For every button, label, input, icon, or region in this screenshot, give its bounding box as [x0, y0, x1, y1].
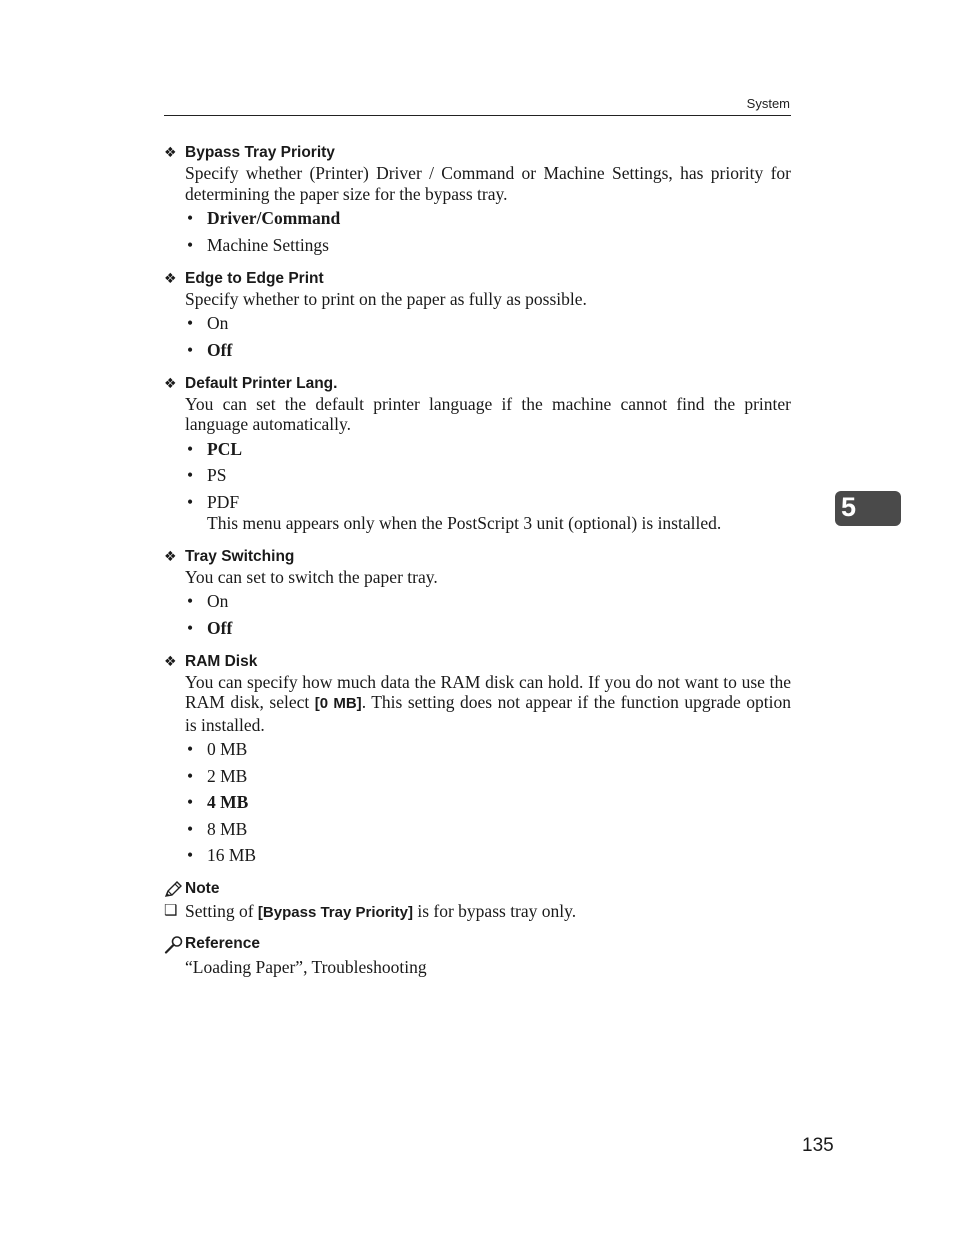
section-title: Tray Switching: [185, 547, 295, 565]
option-item: [185, 208, 791, 228]
bullet-icon: •: [187, 313, 194, 333]
bullet-icon: •: [187, 465, 194, 485]
option-label: On: [207, 313, 229, 333]
bullet-icon: •: [187, 591, 194, 611]
magnifier-icon: [164, 935, 185, 953]
option-item: [185, 845, 791, 865]
description-text: . This setting does not appear if the function upgrade option is installed.: [185, 692, 791, 735]
option-item: [185, 465, 791, 485]
option-list: [185, 591, 791, 638]
section-title: Default Printer Lang.: [185, 374, 338, 392]
description-text: You can specify how much data the RAM disk can hold. If you do not want to use the RAM disk, select: [185, 671, 791, 712]
setting-edge-to-edge-print: [164, 268, 791, 360]
setting-default-printer-lang: [164, 373, 791, 533]
diamond-bullet-icon: ❖: [164, 144, 177, 160]
option-list: [185, 739, 791, 865]
bullet-icon: •: [187, 234, 194, 255]
bullet-icon: •: [187, 208, 194, 228]
option-list: [185, 208, 791, 255]
section-title: Bypass Tray Priority: [185, 144, 335, 161]
option-item: [185, 819, 791, 839]
option-list: [185, 313, 791, 360]
chapter-number: 5: [841, 492, 857, 522]
option-label: 8 MB: [207, 818, 248, 839]
bullet-icon: •: [187, 765, 194, 786]
bullet-icon: •: [187, 818, 194, 839]
option-item: [185, 439, 791, 459]
note-heading: [164, 878, 791, 899]
option-label: 16 MB: [207, 845, 257, 865]
section-description: Specify whether to print on the paper as fully as possible.: [185, 288, 587, 309]
chapter-tab: [835, 491, 901, 526]
bullet-icon: •: [187, 617, 194, 638]
bullet-icon: •: [187, 792, 194, 812]
note-item: [164, 901, 791, 923]
option-label: PCL: [207, 438, 242, 459]
header-rule: [164, 115, 791, 116]
note-title: Note: [185, 880, 220, 897]
option-label: Driver/Command: [207, 208, 341, 228]
option-item: [185, 591, 791, 611]
key-label: [Bypass Tray Priority]: [257, 904, 413, 921]
option-label: Off: [207, 617, 233, 638]
option-label: PS: [207, 465, 227, 485]
option-item: [185, 340, 791, 360]
setting-ram-disk: [164, 651, 791, 866]
option-label: Machine Settings: [207, 234, 329, 255]
reference-title: Reference: [185, 935, 260, 952]
option-label: On: [207, 591, 229, 611]
diamond-bullet-icon: ❖: [164, 547, 177, 564]
option-item: [185, 766, 791, 786]
section-description: Specify whether (Printer) Driver / Command or Machine Settings, has priority for determining the paper size for the bypass tray.: [185, 163, 791, 204]
note-text-part: Setting of: [185, 901, 258, 921]
diamond-bullet-icon: ❖: [164, 374, 177, 391]
section-title: RAM Disk: [185, 652, 258, 670]
reference-heading: [164, 933, 791, 954]
option-item: [185, 313, 791, 333]
option-note: This menu appears only when the PostScript 3 unit (optional) is installed.: [207, 512, 722, 533]
key-label: [0 MB]: [314, 695, 362, 712]
running-header: System: [746, 96, 790, 111]
diamond-bullet-icon: ❖: [164, 652, 177, 669]
diamond-bullet-icon: ❖: [164, 269, 177, 286]
page-number: 135: [802, 1135, 834, 1156]
bullet-icon: •: [187, 491, 194, 512]
option-label: 0 MB: [207, 739, 248, 759]
note-text-part: is for bypass tray only.: [412, 901, 577, 921]
page-content: [164, 142, 791, 978]
option-label: 4 MB: [207, 792, 249, 812]
option-list: [185, 439, 791, 533]
option-item: [185, 618, 791, 638]
option-item: [185, 235, 791, 255]
section-title: Edge to Edge Print: [185, 269, 324, 287]
section-description: You can set to switch the paper tray.: [185, 566, 438, 587]
option-label: 2 MB: [207, 765, 248, 786]
option-label: PDF: [207, 491, 240, 512]
option-item: [185, 492, 791, 533]
option-item: [185, 792, 791, 812]
option-label: Off: [207, 339, 233, 360]
note-text: [185, 901, 576, 923]
section-description: You can set the default printer language if the machine cannot find the printer language automatically.: [185, 393, 791, 434]
reference-text: “Loading Paper”, Troubleshooting: [185, 957, 427, 977]
pencil-icon: [164, 880, 185, 898]
checkbox-bullet-icon: ❑: [164, 903, 178, 919]
bullet-icon: •: [187, 845, 194, 865]
setting-bypass-tray-priority: [164, 142, 791, 255]
bullet-icon: •: [187, 339, 194, 360]
section-description: [185, 672, 791, 736]
bullet-icon: •: [187, 438, 194, 459]
option-item: [185, 739, 791, 759]
setting-tray-switching: [164, 546, 791, 638]
bullet-icon: •: [187, 739, 194, 759]
